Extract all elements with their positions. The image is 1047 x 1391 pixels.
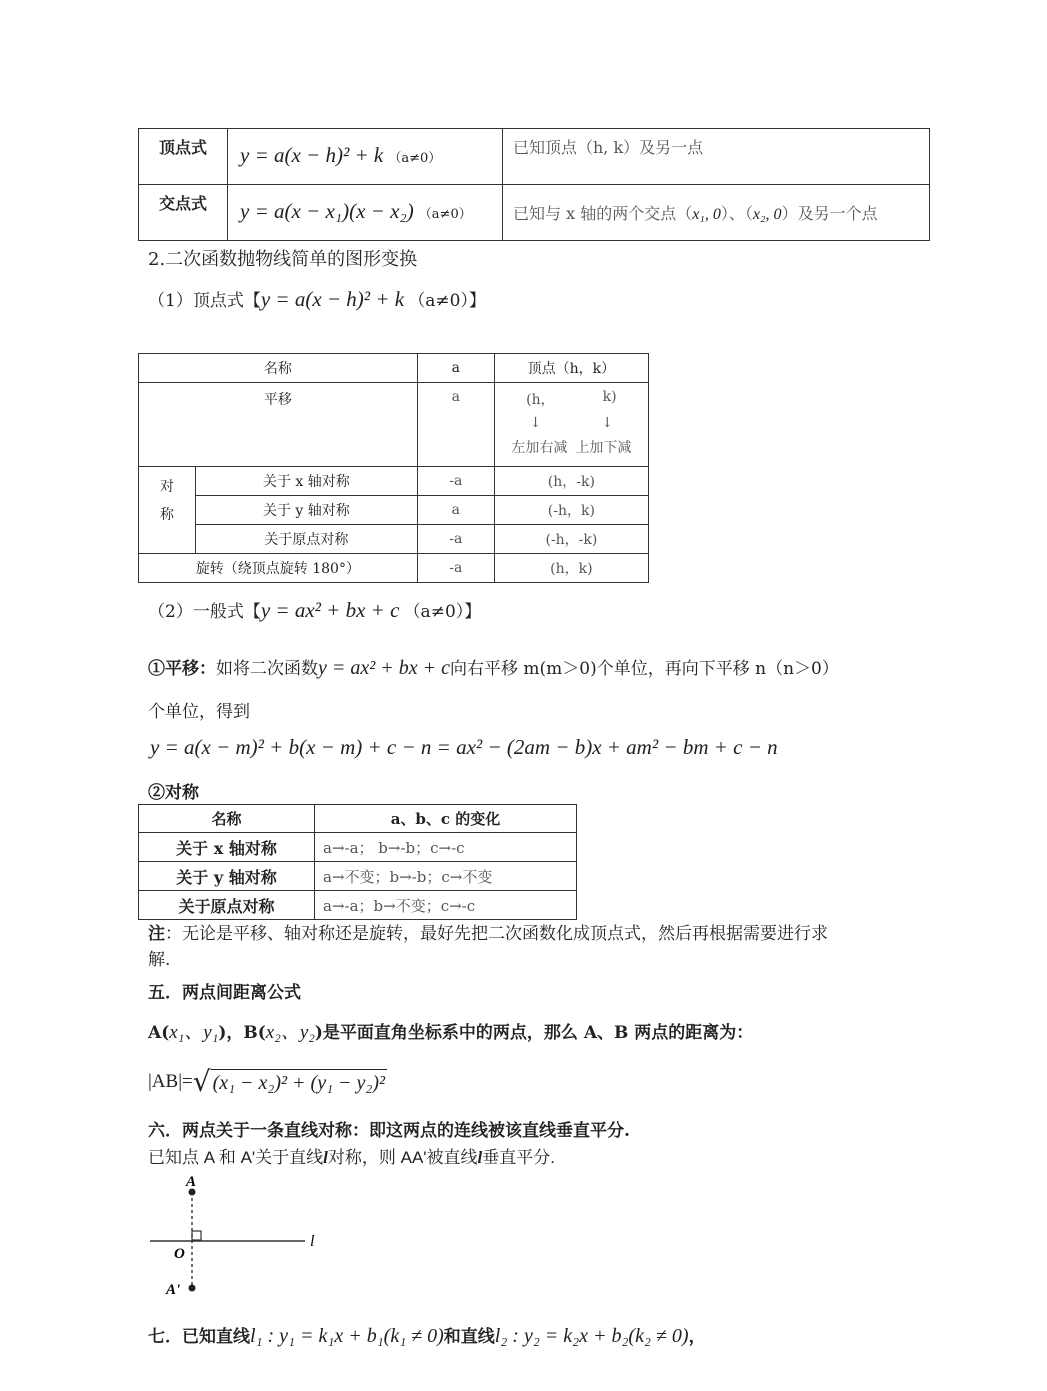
form-formula-cell: y = a(x − x₁)(x − x₂) （a≠0） [228, 185, 503, 241]
label-a-prime: A' [166, 1282, 181, 1298]
form-desc-cell: 已知顶点（h, k）及另一点 [503, 129, 930, 185]
intercept-formula: y = a(x − x₁)(x − x₂) [240, 199, 414, 223]
subsection-vertex: （1）顶点式【y = a(x − h)² + k （a≠0）】 [148, 287, 486, 311]
sym-name: 关于 y 轴对称 [196, 496, 418, 525]
sym-vertex: (-h，-k) [494, 525, 648, 554]
distance-formula: |AB|= √ (x₁ − x₂)² + (y₁ − y₂)² [148, 1065, 386, 1098]
symmetry-heading: ②对称 [148, 783, 199, 803]
section-7-statement: 七．已知直线l₁ : y₁ = k₁x + b₁(k₁ ≠ 0)和直线l₂ : y₂ = k₂x + b₂(k₂ ≠ 0)， [148, 1325, 706, 1347]
down-arrow-icon: ↓ [601, 415, 614, 431]
symmetry-statement: 已知点 A 和 A'关于直线l对称，则 AA'被直线l垂直平分. [148, 1148, 556, 1167]
label-l: l [310, 1233, 315, 1250]
sym-a: -a [417, 525, 494, 554]
translation-result: y = a(x − m)² + b(x − m) + c − n = ax² − (2am − b)x + am² − bm + c − n [150, 735, 778, 759]
translate-vertex: (h， k) ↓ ↓ 左加右减 上加下减 [494, 383, 648, 467]
header-cell: 名称 [139, 805, 315, 833]
sym-vertex: (h，-k) [494, 467, 648, 496]
form-desc-cell: 已知与 x 轴的两个交点（x₁, 0）、（x₂, 0）及另一个点 [503, 185, 930, 241]
form-name-cell: 顶点式 [139, 129, 228, 185]
symmetry-table [138, 804, 577, 920]
label-a: A [186, 1174, 197, 1190]
perpendicular-bisector-figure [140, 1170, 340, 1300]
sym-a: -a [417, 467, 494, 496]
sym-name: 关于原点对称 [196, 525, 418, 554]
translate-name: 平移 [139, 383, 418, 467]
subsection-general: （2）一般式【y = ax² + bx + c （a≠0）】 [148, 598, 482, 622]
header-cell: a [417, 354, 494, 383]
sym-a: a [417, 496, 494, 525]
form-formula-cell: y = a(x − h)² + k （a≠0） [228, 129, 503, 185]
form-name-cell: 交点式 [139, 185, 228, 241]
rotate-a: -a [417, 554, 494, 583]
translation-paragraph: ①平移：如将二次函数y = ax² + bx + c向右平移 m(m＞0)个单位，再向下平移 n（n＞0） [148, 657, 839, 679]
sym-change: a→-a；b→不变；c→-c [315, 891, 577, 920]
sym-change: a→-a； b→-b；c→-c [315, 833, 577, 862]
right-angle-icon [192, 1231, 201, 1240]
section-heading: 2.二次函数抛物线简单的图形变换 [148, 249, 418, 270]
sym-name: 关于 y 轴对称 [139, 862, 315, 891]
translate-a: a [417, 383, 494, 467]
rotate-name: 旋转（绕顶点旋转 180°） [139, 554, 418, 583]
header-cell: 名称 [139, 354, 418, 383]
translation-line2: 个单位，得到 [148, 702, 250, 722]
sym-vertex: (-h，k) [494, 496, 648, 525]
sym-name: 关于 x 轴对称 [196, 467, 418, 496]
section-heading: 六．两点关于一条直线对称：即这两点的连线被该直线垂直平分. [148, 1121, 630, 1141]
transform-table [138, 353, 649, 583]
sym-name: 关于 x 轴对称 [139, 833, 315, 862]
sym-change: a→不变；b→-b；c→不变 [315, 862, 577, 891]
header-cell: a、b、c 的变化 [315, 805, 577, 833]
note: 注：无论是平移、轴对称还是旋转，最好先把二次函数化成顶点式，然后再根据需要进行求 解. [148, 924, 828, 970]
point-a-prime [189, 1285, 196, 1292]
symmetry-label: 对 称 [139, 467, 196, 554]
rotate-vertex: (h，k) [494, 554, 648, 583]
header-cell: 顶点（h，k） [494, 354, 648, 383]
sym-name: 关于原点对称 [139, 891, 315, 920]
forms-table [138, 128, 930, 241]
down-arrow-icon: ↓ [529, 415, 542, 431]
label-o: O [174, 1246, 185, 1262]
section-heading: 五．两点间距离公式 [148, 983, 301, 1003]
distance-statement: A(x₁、y₁)，B(x₂、y₂)是平面直角坐标系中的两点，那么 A、B 两点的距离为： [148, 1022, 754, 1043]
vertex-formula: y = a(x − h)² + k [240, 143, 384, 167]
sqrt-icon: √ [192, 1065, 211, 1098]
